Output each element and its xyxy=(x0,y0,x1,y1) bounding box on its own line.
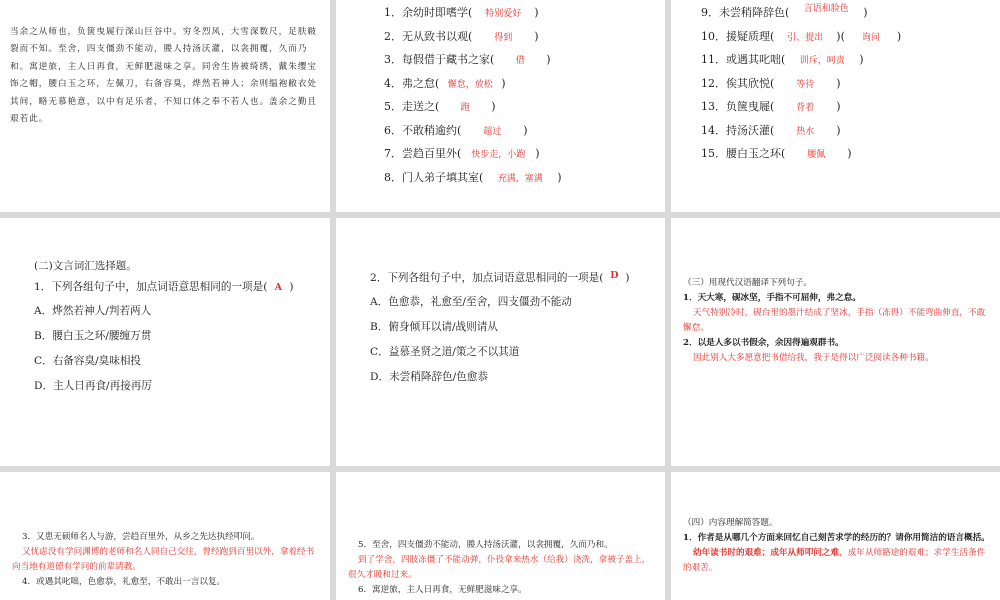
slide-vocab-9-15[interactable] xyxy=(671,0,1000,212)
list-item: 9．未尝稍降辞色( 言语和脸色 ) xyxy=(701,4,901,28)
answer-text: D xyxy=(610,270,619,281)
section-title: （四）内容理解简答题。 xyxy=(683,518,778,528)
question-text: 1．天大寒，砚冰坚，手指不可屈伸，弗之怠。 xyxy=(683,293,861,303)
slide-choice-1[interactable] xyxy=(0,218,330,466)
answer-text: 超过 xyxy=(483,126,502,137)
answer-text: 快步走，小跑 xyxy=(471,150,526,160)
choice-1-block xyxy=(34,258,293,403)
answer-text: 等待 xyxy=(796,79,815,90)
answer-text: 充满，塞满 xyxy=(497,173,543,184)
answer-text: 特别爱好 xyxy=(485,9,522,19)
translate-2-block xyxy=(12,530,318,590)
answer-text: 得到 xyxy=(494,32,513,43)
question-text: 2．以是人多以书假余，余因得遍观群书。 xyxy=(683,338,844,348)
list-item: 3．每假借于藏书之家( 借 ) xyxy=(384,53,551,66)
slide-passage[interactable] xyxy=(0,0,330,212)
question-text: 1．作者是从哪几个方面来回忆自己刻苦求学的经历的？请你用简洁的语言概括。 xyxy=(683,533,990,543)
section-title: (二)文言词汇选择题。 xyxy=(34,260,137,272)
answer-text: 天气特别冷时，砚台里的墨汁结成了坚冰，手指（冻得）不能弯曲伸直，不敢懈怠。 xyxy=(683,308,986,333)
list-item: 8．门人弟子填其室( 充满，塞满 ) xyxy=(384,170,562,184)
answer-text: 因此别人大多愿意把书借给我，我于是得以广泛阅读各种书籍。 xyxy=(693,353,934,363)
vocab-list-b xyxy=(701,4,901,169)
list-item: 15．腰白玉之环( 腰佩 ) xyxy=(701,147,852,160)
answer-text: 引、提出 xyxy=(787,32,824,43)
answer-text: 跑 xyxy=(460,103,470,113)
list-item: 6．不敢稍逾约( 超过 ) xyxy=(384,123,528,137)
option-c: C．右备容臭/臭味相投 xyxy=(34,355,142,367)
option-b: B．俯身倾耳以请/战则请从 xyxy=(370,321,498,333)
list-item: 7．尝趋百里外( 快步走，小跑 ) xyxy=(384,147,540,160)
option-a: A．烨然若神人/判若两人 xyxy=(34,305,152,317)
list-item: 12．俟其欣悦( 等待 ) xyxy=(701,76,841,90)
answer-text: 幼年读书时的艰难；成年从师叩问之难，成年从师路途的艰难；求学生活条件的艰苦。 xyxy=(683,548,986,573)
list-item: 11．或遇其叱咄( 训斥，呵责 ) xyxy=(701,53,864,66)
answer-text: 训斥，呵责 xyxy=(799,56,845,66)
slide-choice-2[interactable] xyxy=(336,218,665,466)
option-b: B．腰白玉之环/腰缠万贯 xyxy=(34,330,152,342)
question-text: 5．至舍，四支僵劲不能动，媵人持汤沃灌，以衾拥覆，久而乃和。 xyxy=(358,540,613,550)
question-text: 3．又患无硕师名人与游，尝趋百里外，从乡之先达执经叩问。 xyxy=(22,532,260,542)
answer-text: 背着 xyxy=(796,103,815,113)
answer-text: A xyxy=(274,282,283,293)
list-item: 1．余幼时即嗜学( 特别爱好 ) xyxy=(384,6,539,19)
option-a: A．色愈恭，礼愈至/至舍，四支僵劲不能动 xyxy=(370,296,572,308)
option-d: D．主人日再食/再接再厉 xyxy=(34,380,152,392)
list-item: 2．无从致书以观( 得到 ) xyxy=(384,29,539,43)
question-text: 4．或遇其叱咄，色愈恭，礼愈至，不敢出一言以复。 xyxy=(22,577,226,587)
answer-text: 借 xyxy=(515,56,525,66)
list-item: 10．援疑质理( 引、提出 )( 询问 ) xyxy=(701,29,902,43)
translate-block xyxy=(683,276,993,366)
answer-text: 言语和脸色 xyxy=(803,4,849,14)
slide-translate-3-4[interactable] xyxy=(0,472,330,600)
slide-translate-5-6[interactable] xyxy=(336,472,665,600)
question-text: 1．下列各组句子中，加点词语意思相同的一项是( A ) xyxy=(34,281,294,293)
slide-content[interactable] xyxy=(671,472,1000,600)
passage-text: 当余之从师也，负箧曳屣行深山巨谷中。穷冬烈风，大雪深数尺，足肤皲裂而不知。至舍，四支僵劲不能动，媵人持汤沃灌，以衾拥覆，久而乃和。寓逆旅，主人日再食，无鲜肥滋味之享。同舍生皆被绮绣，戴朱缨宝饰之帽，腰白玉之环，左佩刀，右备容臭，烨然若神人；余则缊袍敝衣处其间，略无慕艳意，以中有足乐者，不知口体之奉不若人也。盖余之勤且艰若此。 xyxy=(10,27,318,125)
answer-text: 热水 xyxy=(796,126,815,137)
translate-3-block xyxy=(348,538,654,598)
list-item: 14．持汤沃灌( 热水 ) xyxy=(701,123,841,137)
question-text: 6．寓逆旅，主人日再食，无鲜肥滋味之享。 xyxy=(358,585,527,595)
slide-translate-1-2[interactable] xyxy=(671,218,1000,466)
question-text: 2．下列各组句子中，加点词语意思相同的一项是( D ) xyxy=(370,270,630,284)
content-block xyxy=(683,516,993,576)
answer-text: 又忧虑没有学问渊博的老师和名人同自己交往，曾经跑到百里以外，拿着经书向当地有道德有学问的前辈请教。 xyxy=(12,547,315,572)
option-c: C．益慕圣贤之道/策之不以其道 xyxy=(370,346,520,358)
list-item: 13．负箧曳屣( 背着 ) xyxy=(701,100,841,113)
answer-text: 懈怠，放松 xyxy=(447,79,493,90)
answer-text: 到了学舍，四肢冻僵了不能动弹，仆役拿来热水（给我）浇洗，拿被子盖上，很久才暖和过来。 xyxy=(348,555,651,580)
answer-text-2: 询问 xyxy=(861,32,880,43)
option-d: D．未尝稍降辞色/色愈恭 xyxy=(370,371,488,383)
choice-2-block xyxy=(370,270,629,394)
answer-text: 腰佩 xyxy=(807,150,826,160)
list-item: 4．弗之怠( 懈怠，放松 ) xyxy=(384,76,506,90)
vocab-list-a xyxy=(384,4,562,192)
list-item: 5．走送之( 跑 ) xyxy=(384,100,496,113)
slide-vocab-1-8[interactable] xyxy=(336,0,665,212)
section-title: （三）用现代汉语翻译下列句子。 xyxy=(683,278,812,288)
